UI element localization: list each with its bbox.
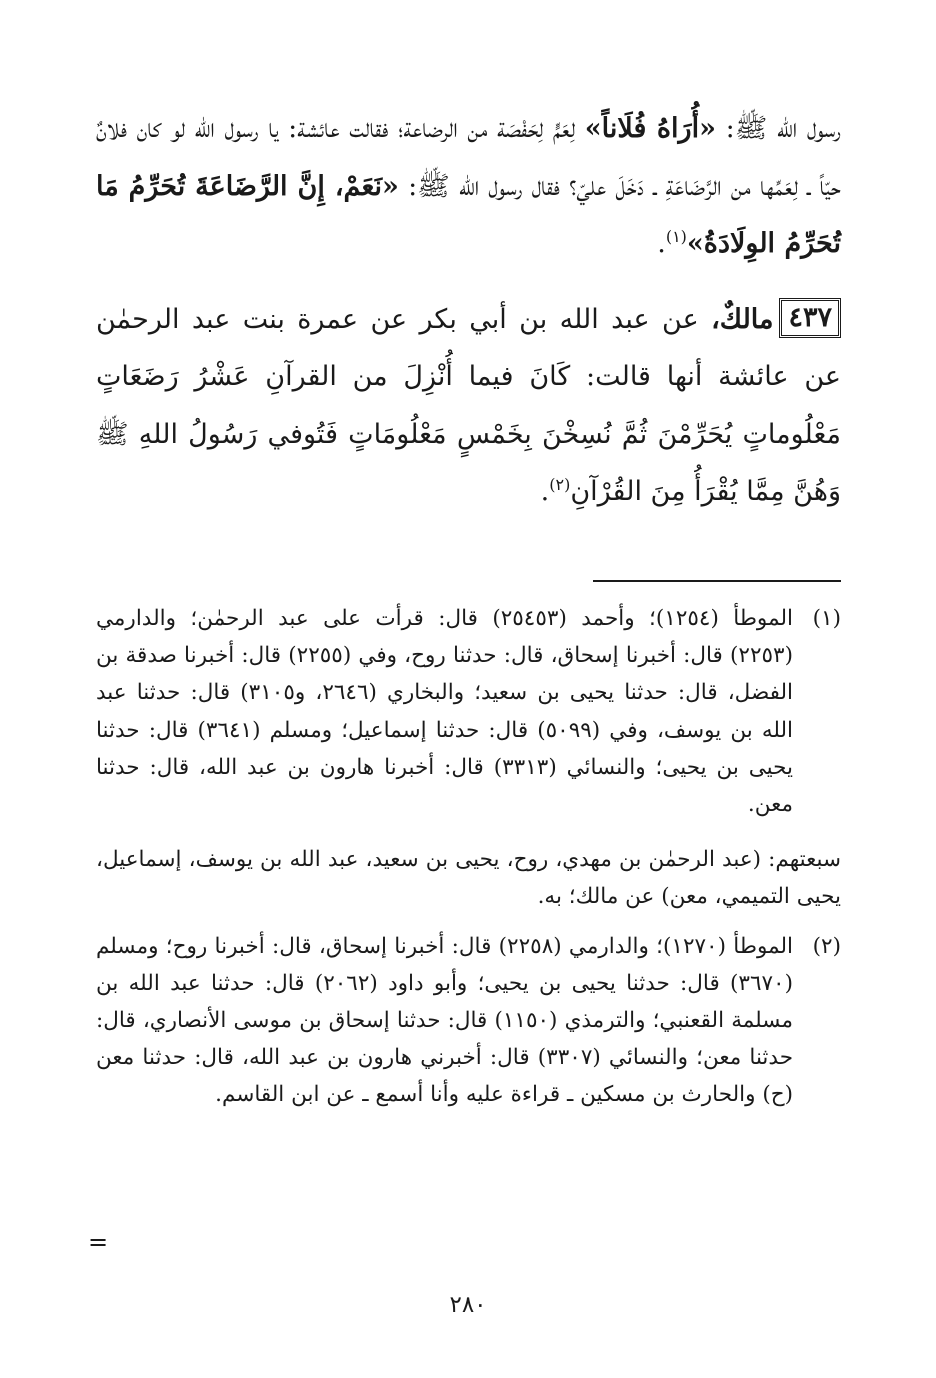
footnote-2-body bbox=[96, 928, 793, 1114]
footnotes bbox=[96, 600, 841, 1114]
footnote-1-text: الموطأ (١٢٥٤)؛ وأحمد (٢٥٤٥٣) قال: قرأت على عبد الرحمٰن؛ والدارمي (٢٢٥٣) قال: أخبرنا إسحاق، قال: حدثنا روح، وفي (٢٢٥٥) قال: أخبرنا صدقة بن الفضل، قال: حدثنا يحيى بن سعيد؛ والبخاري (٢٦٤٦، و٣١٠٥) قال: حدثنا عبد الله بن يوسف، وفي (٥٠٩٩) قال: حدثنا إسماعيل؛ ومسلم (٣٦٤١) قال: حدثنا يحيى بن يحيى؛ والنسائي (٣٣١٣) قال: أخبرنا هارون بن عبد الله، قال: حدثنا معن. bbox=[96, 606, 794, 818]
footnote-ref-1[interactable]: (١) bbox=[665, 227, 687, 246]
footnote-1 bbox=[96, 600, 841, 916]
footnote-2-text: الموطأ (١٢٧٠)؛ والدارمي (٢٢٥٨) قال: أخبرنا إسحاق، قال: أخبرنا روح؛ ومسلم (٣٦٧٠) قال: حدثنا يحيى بن يحيى؛ وأبو داود (٢٠٦٢) قال: حدثنا عبد الله بن مسلمة القعنبي؛ والترمذي (١١٥٠) قال: حدثنا إسحاق بن موسى الأنصاري، قال: حدثنا معن؛ والنسائي (٣٣٠٧) قال: أخبرني هارون بن عبد الله، قال: حدثنا معن (ح) والحارث بن مسكين ـ قراءة عليه وأنا أسمع ـ عن ابن القاسم. bbox=[96, 933, 793, 1108]
quote-naam-inna-al-radaah: «نَعَمْ، إِنَّ الرَّضَاعَةَ تُحَرِّمُ مَا تُحَرِّمُ الوِلَادَةُ» bbox=[96, 170, 841, 259]
paragraph-2-text: عن عبد الله بن أبي بكر عن عمرة بنت عبد الرحمٰن عن عائشة أنها قالت: كَانَ فيما أُنْزِلَ من القرآنِ عَشْرُ رَضَعَاتٍ مَعْلُوماتٍ يُحَرِّمْنَ ثُمَّ نُسِخْنَ بِخَمْسٍ مَعْلُومَاتٍ فَتُوفي رَسُولُ اللهِ ﷺ وَهُنَّ مِمَّا يُقْرَأُ مِنَ القُرْآنِ bbox=[96, 303, 841, 507]
footnote-ref-2[interactable]: (٢) bbox=[549, 475, 571, 494]
narrator-name: مالكٌ، bbox=[711, 303, 774, 335]
footnote-separator bbox=[593, 580, 841, 582]
paragraph-2 bbox=[96, 291, 841, 521]
footnote-2 bbox=[96, 928, 841, 1114]
paragraph-2-end: . bbox=[540, 476, 550, 507]
paragraph-1-text-b: لِعَمٍّ لِحَفْصَة من الرضاعة؛ فقالت عائشة: يا رسول الله لو كان فلانٌ حيّاً ـ لِعَمِّها من الرَّضَاعَةِ ـ دَخَلَ عليّ؟ فقال رسول الله ﷺ: bbox=[96, 113, 841, 202]
paragraph-1-text-a: رسول الله ﷺ: bbox=[715, 113, 841, 144]
paragraph-1-end: . bbox=[657, 228, 666, 259]
quote-araahu-fulanan: «أُرَاهُ فُلَاناً» bbox=[584, 113, 716, 144]
paragraph-1 bbox=[96, 100, 841, 273]
footnote-2-number: (٢) bbox=[812, 933, 841, 959]
footnote-1-continuation: سبعتهم: (عبد الرحمٰن بن مهدي، روح، يحيى بن سعيد، عبد الله بن يوسف، إسماعيل، يحيى التميمي، معن) عن مالك؛ به. bbox=[96, 847, 841, 910]
footnote-1-body bbox=[96, 600, 841, 916]
continuation-mark: = bbox=[88, 1228, 109, 1256]
main-text bbox=[96, 100, 841, 521]
page-number: ٢٨٠ bbox=[449, 1292, 487, 1318]
footnote-1-number: (١) bbox=[812, 606, 841, 631]
hadith-number-badge: ٤٣٧ bbox=[779, 298, 841, 338]
